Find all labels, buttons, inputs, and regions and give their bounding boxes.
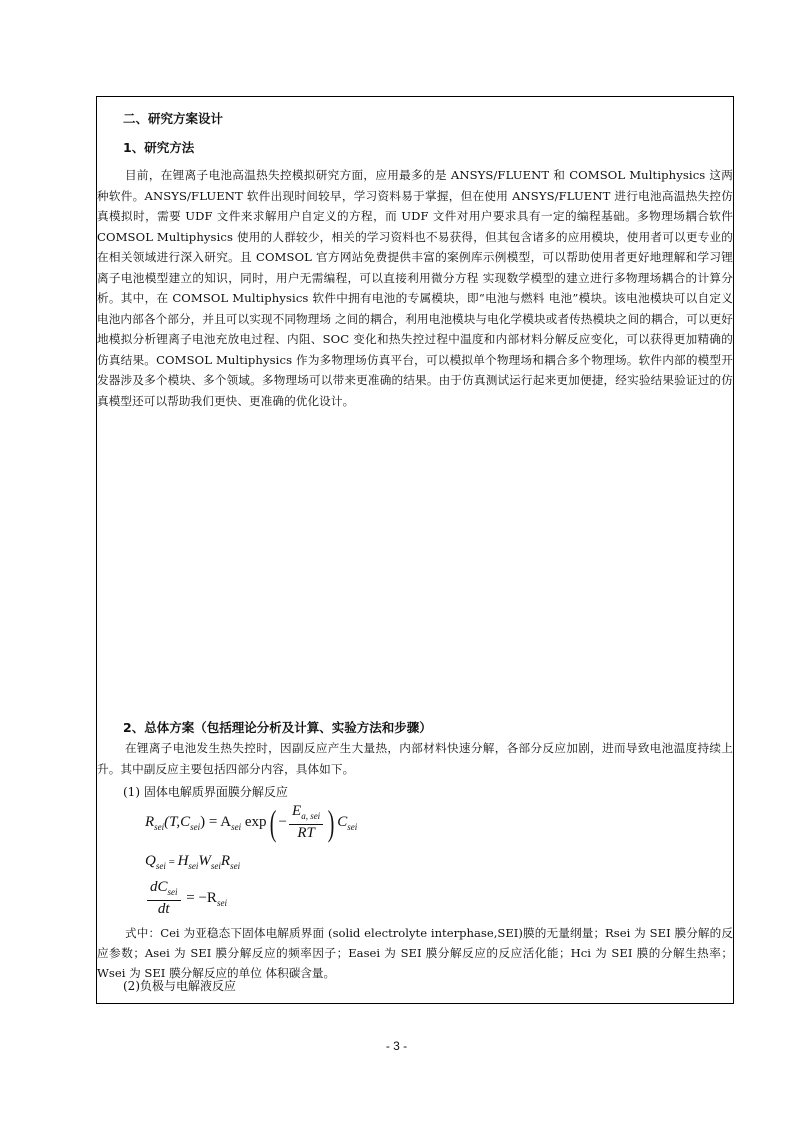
document-frame xyxy=(96,96,734,1004)
equation-qsei: $Q_{sei} = H_{sei}W_{sei}R_{sei}$ xyxy=(145,853,241,871)
subsection-title-methods: 1、研究方法 xyxy=(123,140,195,155)
methods-paragraph: 目前，在锂离子电池高温热失控模拟研究方面，应用最多的是 ANSYS/FLUENT 和 COMSOL Multiphysics 这两种软件。ANSYS/FLUENT 软件出现时间较早，学习资料易于掌握，但在使用 ANSYS/FLUENT 进行电池高温热失控仿真模拟时，需要 UDF 文件来求解用户自定义的方程，而 UDF 文件对用户要求具有一定的编程基础。多物理场耦合软件 COMSOL Multiphysics 使用的人群较少，相关的学习资料也不易获得，但其包含诸多的应用模块，使用者可以更专业的在相关领域进行深入研究。且 COMSOL 官方网站免费提供丰富的案例库示例模型，可以帮助使用者更好地理解和学习锂离子电池模型建立的知识，同时，用户无需编程，可以直接利用微分方程 实现数学模型的建立进行多物理场耦合的计算分析。其中，在 COMSOL Multiphysics 软件中拥有电池的专属模块，即“电池与燃料 电池”模块。该电池模块可以自定义电池内部各个部分，并且可以实现不同物理场 之间的耦合，利用电池模块与电化学模块或者传热模块之间的耦合，可以更好地模拟分析锂离子电池充放电过程、内阻、SOC 变化和热失控过程中温度和内部材料分解反应变化，可以获得更加精确的仿真结果。COMSOL Multiphysics 作为多物理场仿真平台，可以模拟单个物理场和耦合多个物理场。软件内部的模型开发器涉及多个模块、多个领域。多物理场可以带来更准确的结果。由于仿真测试运行起来更加便捷，经实验结果验证过的仿真模型还可以帮助我们更快、更准确的优化设计。 xyxy=(97,168,733,408)
page-number: - 3 - xyxy=(385,1039,408,1053)
equation-dcsei-dt: $\frac{dC_{sei}}{dt}$ = $-R_{sei}$ xyxy=(145,879,227,918)
section-title: 二、研究方案设计 xyxy=(123,111,224,126)
symbol-explanation: 式中：Cei 为亚稳态下固体电解质界面 (solid electrolyte interphase,SEI)膜的无量纲量；Rsei 为 SEI 膜分解的反应参数；Asei 为 SEI 膜分解反应的频率因子；Easei 为 SEI 膜分解反应的反应活化能；Hci 为 SEI 膜的分解生热率；Wsei 为 SEI 膜分解反应的单位 体积碳含量。 xyxy=(97,926,733,980)
overall-paragraph: 在锂离子电池发生热失控时，因副反应产生大量热，内部材料快速分解，各部分反应加剧，进而导致电池温度持续上升。其中副反应主要包括四部分内容，具体如下。 xyxy=(97,741,733,776)
equation-rsei: $R_{sei}(T,C_{sei}) = A_{sei}$ exp( − $\frac{E_{a, sei}}{RT}$ ) $C_{sei}$ xyxy=(145,802,358,843)
item2-label: (2)负极与电解液反应 xyxy=(123,979,236,993)
item1-label: (1) 固体电解质界面膜分解反应 xyxy=(123,785,288,799)
subsection-title-overall: 2、总体方案（包括理论分析及计算、实验方法和步骤） xyxy=(123,720,432,735)
